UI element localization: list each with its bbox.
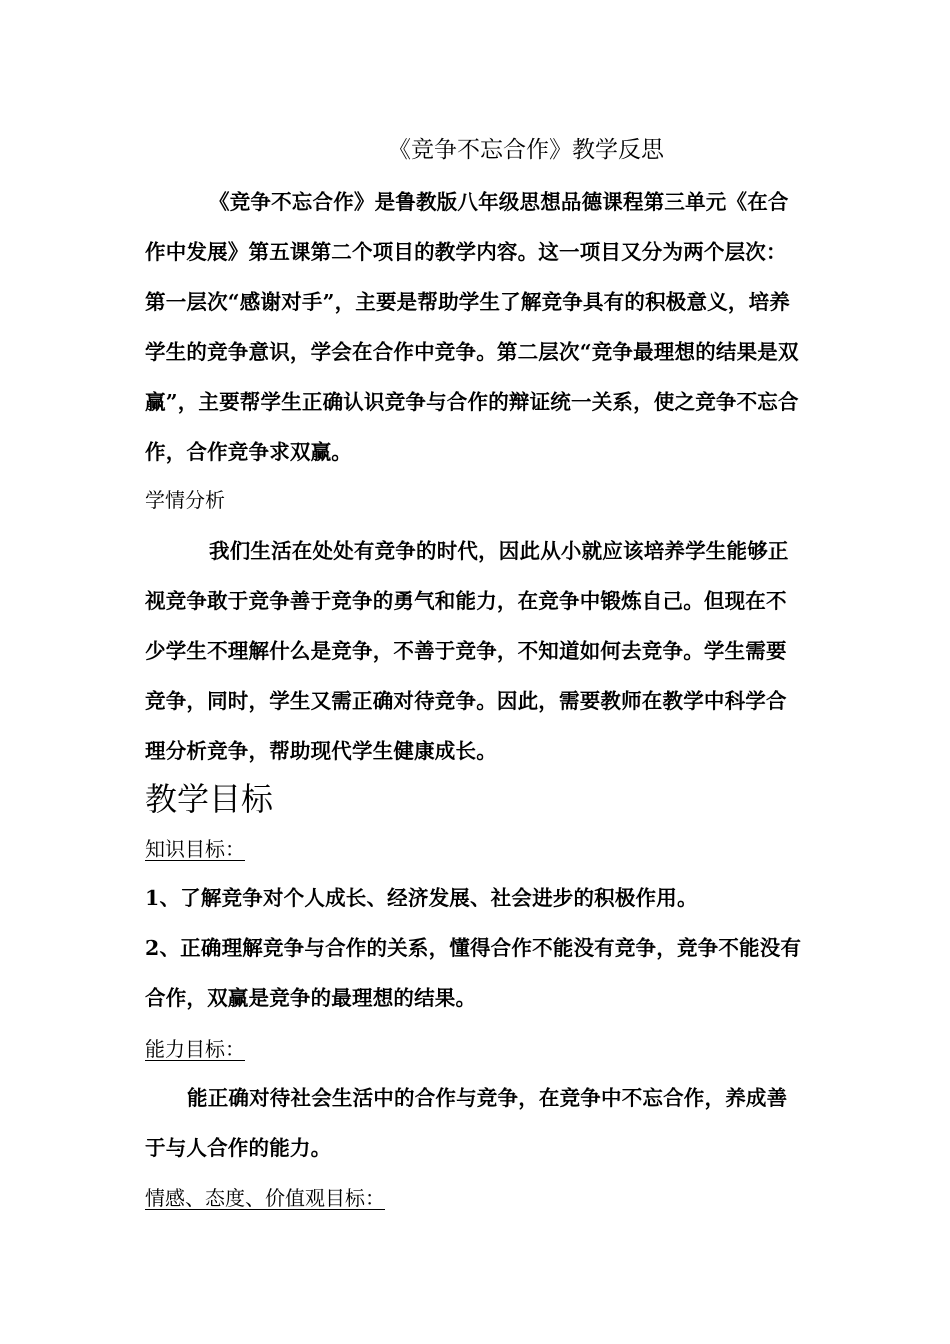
ability-goals-label: 能力目标： [145,1037,245,1061]
knowledge-goals-label: 知识目标： [145,837,245,861]
document-title: 《竞争不忘合作》教学反思 [388,137,664,163]
situation-label: 学情分析 [145,488,225,512]
ability-paragraph: 能正确对待社会生活中的合作与竞争，在竞争中不忘合作，养成善于与人合作的能力。 [145,1086,788,1160]
knowledge-item: 1、了解竞争对个人成长、经济发展、社会进步的积极作用。 [145,886,698,910]
intro-paragraph: 《竞争不忘合作》是鲁教版八年级思想品德课程第三单元《在合作中发展》第五课第二个项目的教学内容。这一项目又分为两个层次：第一层次“感谢对手”，主要是帮助学生了解竞争具有的积极意义，培养学生的竞争意识，学会在合作中竞争。第二层次“竞争最理想的结果是双赢”，主要帮学生正确认识竞争与合作的辩证统一关系，使之竞争不忘合作，合作竞争求双赢。 [145,190,799,464]
emotion-goals-label: 情感、态度、价值观目标： [145,1186,385,1210]
knowledge-item: 2、正确理解竞争与合作的关系，懂得合作不能没有竞争，竞争不能没有合作，双赢是竞争的最理想的结果。 [145,936,802,1010]
situation-paragraph: 我们生活在处处有竞争的时代，因此从小就应该培养学生能够正视竞争敢于竞争善于竞争的勇气和能力，在竞争中锻炼自己。但现在不少学生不理解什么是竞争，不善于竞争，不知道如何去竞争。学生需要竞争，同时，学生又需正确对待竞争。因此，需要教师在教学中科学合理分析竞争，帮助现代学生健康成长。 [145,539,789,763]
goals-heading: 教学目标 [145,780,274,818]
